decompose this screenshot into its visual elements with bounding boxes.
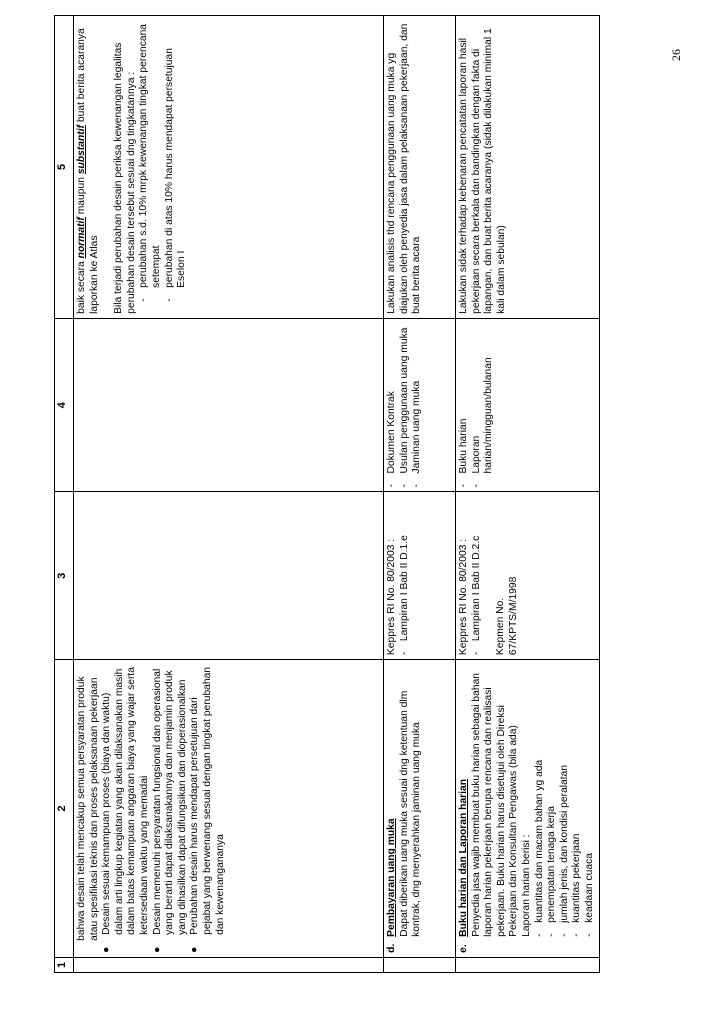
row-number-cell	[384, 957, 456, 972]
list-item: - kuantitas dan macam bahan yg ada	[533, 759, 545, 937]
header-col-2: 2	[55, 660, 74, 958]
document-cell	[384, 318, 456, 492]
row-number-cell	[74, 957, 384, 972]
document-cell	[456, 318, 600, 492]
list-item: - perubahan di atas 10% harus mendapat persetujuan Eselon I	[163, 48, 188, 302]
daily-log-cell	[456, 660, 600, 958]
section-heading: Buku harian dan Laporan harian	[458, 778, 469, 937]
table-row	[384, 16, 456, 973]
section-body: Penyedia jasa wajib membuat buku harian sebagai bahan laporan harian pekerjaan berupa rencana dan realisasi pekerjaan. Buku harian harus disetujui oleh Direksi Pekerjaan dan Konsultan Pengawas (bila ada)	[470, 672, 520, 937]
reference-cell: Keppres RI No. 80/2003 : - Lampiran I Bab II D.2.c Kepmen No. 67/KPTS/M/1998	[456, 492, 600, 660]
bullet-icon: ●	[151, 946, 163, 953]
header-col-5: 5	[55, 16, 74, 319]
list-item: - Lampiran I Bab II D.1.e	[398, 535, 410, 656]
list-item: - Dokumen Kontrak	[386, 391, 397, 488]
list-item: - Lampiran I Bab II D.2.c	[470, 535, 482, 656]
reference-cell	[74, 492, 384, 660]
rotated-table-container	[54, 15, 697, 973]
bullet-icon: ●	[101, 946, 113, 953]
section-body: Dapat diberikan uang muka sesuai dng ketentuan dlm kontrak, dng menyerahkan jaminan uang muka	[398, 690, 423, 937]
list-item: ● Desain memenuhi persyaratan fungsional dan operasional yang berarti dapat dilaksanakannya dan menjamin produk yang dihasilkan dapat difungsikan dan dioperasionalkan	[151, 668, 188, 953]
document-cell	[74, 318, 384, 492]
header-row	[55, 16, 74, 973]
header-col-3: 3	[55, 492, 74, 660]
list-item: - perubahan s.d. 10% mrpk kewenangan tingkat perencana setempat	[138, 23, 162, 302]
design-change-text: Bila terjadi perubahan desain periksa kewenangan legalitas perubahan desain tersebut sesuai dng tingkatannya :	[113, 42, 137, 314]
list-item: - Usulan penggunaan uang muka	[398, 327, 410, 488]
supervision-table	[54, 15, 600, 973]
action-cell: Lakukan sidak terhadap kebenaran pencatatan laporan hasil pekerjaan secara berkala dan bandingkan dengan fakta di lapangan, dan buat berita acaranya (sidak dilakukan minimal 1 kali dalam sebulan)	[456, 16, 600, 319]
list-item: - Buku harian	[458, 418, 469, 488]
row-number-cell	[456, 957, 600, 972]
list-item: - Jaminan uang muka	[411, 380, 423, 488]
list-item: - penempatan tenaga kerja	[546, 806, 558, 937]
list-item: - Laporan harian/mingguan/bulanan	[470, 357, 495, 488]
reference-cell: Keppres RI No. 80/2003 : - Lampiran I Bab II D.1.e	[384, 492, 456, 660]
list-item: ● Desain sesuai kemampuan proses (biaya dan waktu) dalam arti lingkup kegiatan yang akan dilaksanakan masih dalam batas kemampuan anggaran biaya yang wajar serta ketersediaan waktu yang memadai	[101, 666, 150, 953]
item-letter: d.	[386, 943, 397, 953]
list-item: - keadaan cuaca	[583, 853, 595, 937]
action-cell: Lakukan analisis thd rencana penggunaan uang muka yg diajukan oleh penyedia jasa dalam pelaksanaan pekerjaan, dan buat berita acara	[384, 16, 456, 319]
table-row	[456, 16, 600, 973]
header-col-1: 1	[55, 957, 74, 972]
bullet-icon: ●	[189, 946, 201, 953]
item-letter: e.	[458, 944, 469, 953]
design-check-text: baik secara normatif maupun substantif buat berita acaranya laporkan ke Atlas	[76, 28, 100, 314]
design-intro-text: bahwa desain telah mencakup semua persyaratan produk atau spesifikasi teknis dan proses pelaksanaan pekerjaan	[76, 676, 100, 941]
page-number: 26	[669, 49, 683, 61]
list-item: - jumlah jenis, dan kondisi peralatan	[558, 764, 570, 937]
list-title: Laporan harian berisi :	[520, 834, 532, 937]
design-requirements-cell	[74, 660, 384, 958]
action-cell	[74, 16, 384, 319]
advance-payment-cell	[384, 660, 456, 958]
table-row	[74, 16, 384, 973]
header-col-4: 4	[55, 318, 74, 492]
list-item: ● Perubahan desain harus mendapat persetujuan dari pejabat yang berwenang sesuai dengan tingkat perubahan dan kewenangananya	[189, 666, 226, 953]
list-item: - kuantitas pekerjaan	[571, 833, 583, 937]
section-heading: Pembayaran uang muka	[386, 818, 397, 937]
